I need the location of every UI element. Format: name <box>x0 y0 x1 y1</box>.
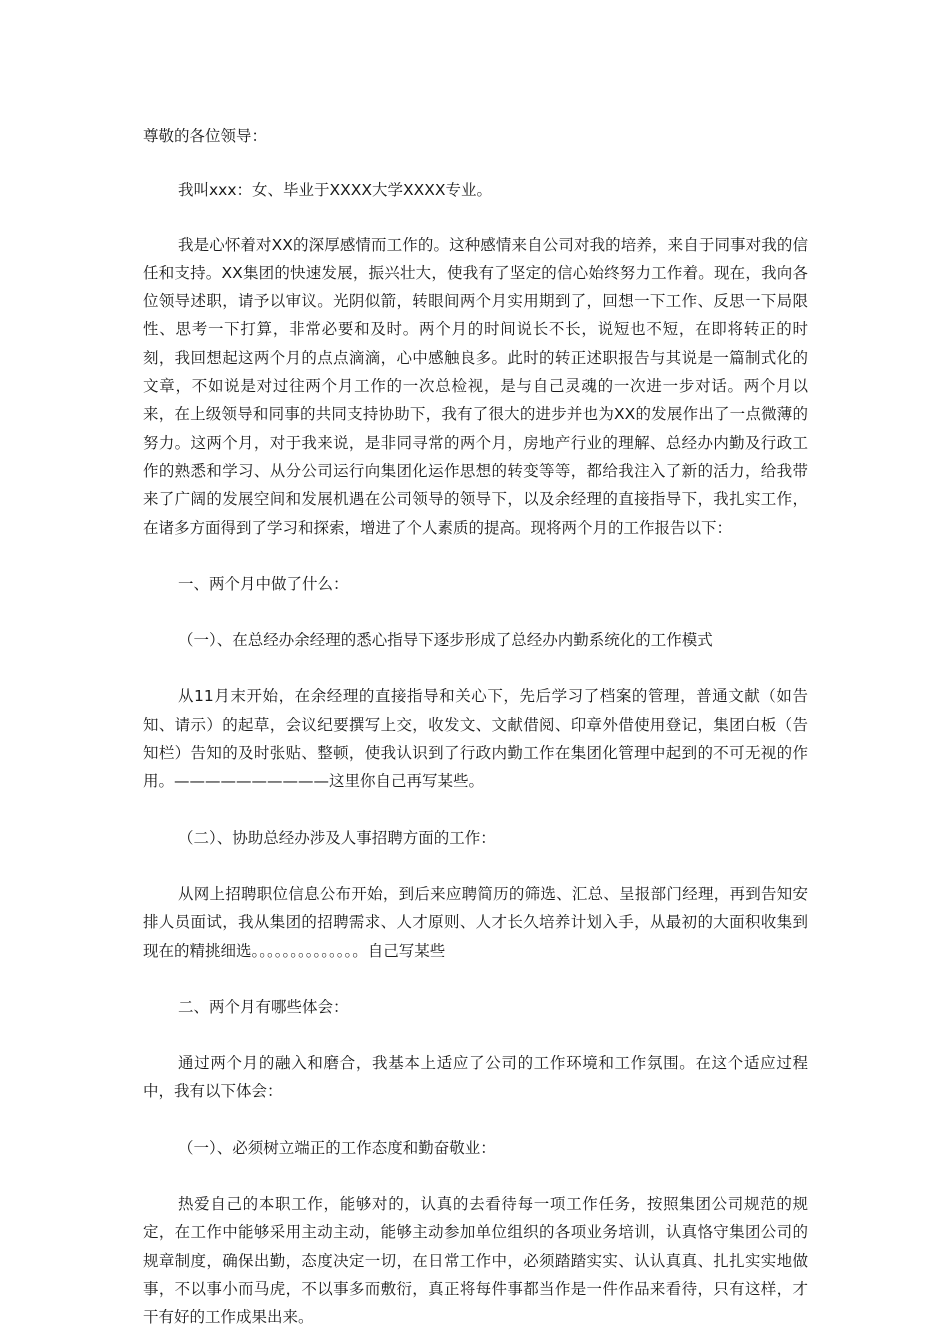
section1-sub2-heading: （二）、协助总经办涉及人事招聘方面的工作： <box>178 828 496 847</box>
section2-intro: 通过两个月的融入和磨合，我基本上适应了公司的工作环境和工作氛围。在这个适应过程中，我有以下体会： <box>143 1054 808 1101</box>
main-paragraph: 我是心怀着对XX的深厚感情而工作的。这种感情来自公司对我的培养，来自于同事对我的信任和支持。XX集团的快速发展，振兴壮大，使我有了坚定的信心始终努力工作着。现在，我向各位领导述职，请予以审议。光阴似箭，转眼间两个月实用期到了，回想一下工作、反思一下局限性、思考一下打算，非常必要和及时。两个月的时间说长不长，说短也不短，在即将转正的时刻，我回想起这两个月的点点滴滴，心中感触良多。此时的转正述职报告与其说是一篇制式化的文章，不如说是对过往两个月工作的一次总检视，是与自己灵魂的一次进一步对话。两个月以来，在上级领导和同事的共同支持协助下，我有了很大的进步并也为XX的发展作出了一点微薄的努力。这两个月，对于我来说，是非同寻常的两个月，房地产行业的理解、总经办内勤及行政工作的熟悉和学习、从分公司运行向集团化运作思想的转变等等，都给我注入了新的活力，给我带来了广阔的发展空间和发展机遇在公司领导的领导下，以及余经理的直接指导下，我扎实工作，在诸多方面得到了学习和探索，增进了个人素质的提高。现将两个月的工作报告以下： <box>143 235 808 537</box>
section1-sub1-heading: （一）、在总经办余经理的悉心指导下逐步形成了总经办内勤系统化的工作模式 <box>178 631 713 650</box>
section1-sub2-body: 从网上招聘职位信息公布开始，到后来应聘简历的筛选、汇总、呈报部门经理，再到告知安排人员面试，我从集团的招聘需求、人才原则、人才长久培养计划入手，从最初的大面积收集到现在的精挑细选。。。。。。。。。。。。。。自己写某些 <box>143 884 808 960</box>
intro-paragraph: 我叫xxx：女、毕业于XXXX大学XXXX专业。 <box>178 181 492 200</box>
section2-heading: 二、两个月有哪些体会： <box>178 997 349 1016</box>
section2-sub1-heading: （一）、必须树立端正的工作态度和勤奋敬业： <box>178 1138 496 1157</box>
section1-heading: 一、两个月中做了什么： <box>178 574 349 593</box>
section1-sub1-body: 从11月末开始，在余经理的直接指导和关心下，先后学习了档案的管理，普通文献（如告知、请示）的起草，会议纪要撰写上交，收发文、文献借阅、印章外借使用登记，集团白板（告知栏）告知的及时张贴、整顿，使我认识到了行政内勤工作在集团化管理中起到的不可无视的作用。——————————这里你自己再写某些。 <box>143 687 808 791</box>
document-body <box>143 122 808 1332</box>
salutation: 尊敬的各位领导： <box>143 127 268 145</box>
section2-sub1-body: 热爱自己的本职工作，能够对的，认真的去看待每一项工作任务，按照集团公司规范的规定，在工作中能够采用主动主动，能够主动参加单位组织的各项业务培训，认真恪守集团公司的规章制度，确保出勤，态度决定一切，在日常工作中，必须踏踏实实、认认真真、扎扎实实地做事，不以事小而马虎，不以事多而敷衍，真正将每件事都当作是一件作品来看待，只有这样，才干有好的工作成果出来。 <box>143 1195 808 1327</box>
